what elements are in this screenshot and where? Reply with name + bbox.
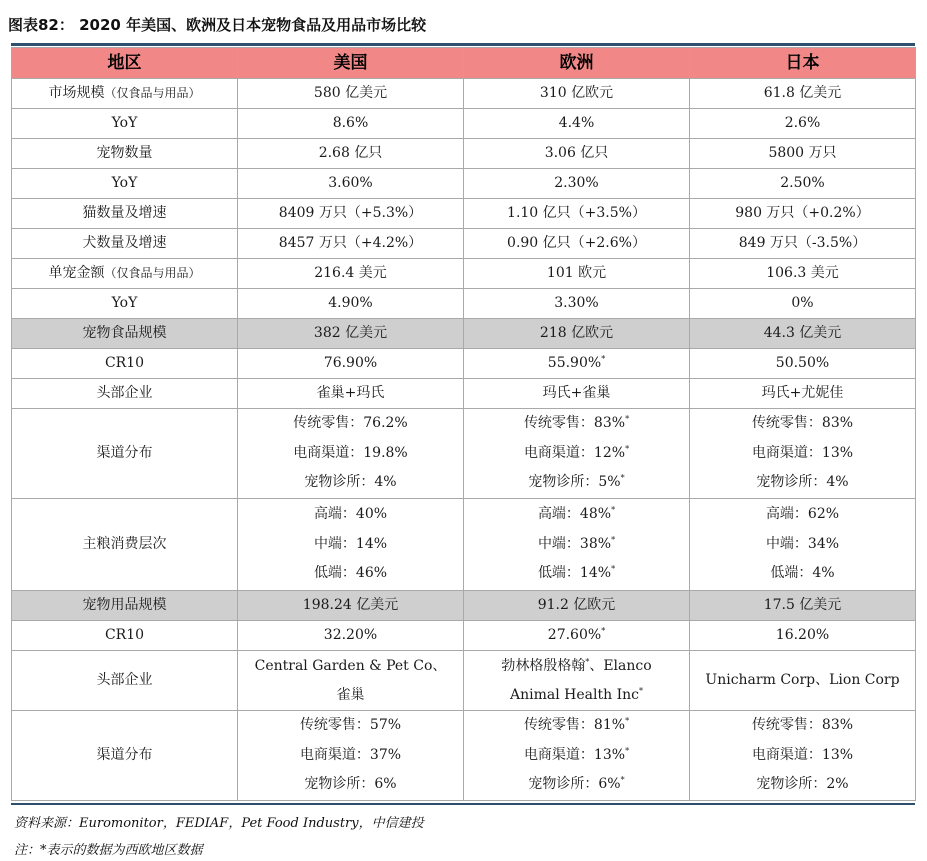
cell-jp: 传统零售：83% 电商渠道：13% 宠物诊所：2% xyxy=(690,711,916,801)
section-row-pet-food xyxy=(12,319,916,349)
cell-eu: 传统零售：83%* 电商渠道：12%* 宠物诊所：5%* xyxy=(464,409,690,499)
cell-us: 76.90% xyxy=(238,349,464,379)
table-row xyxy=(12,349,916,379)
row-label: 头部企业 xyxy=(12,651,238,711)
cell-us: Central Garden & Pet Co、 雀巢 xyxy=(238,651,464,711)
row-label: YoY xyxy=(12,109,238,139)
cell-eu: 310 亿欧元 xyxy=(464,79,690,109)
cell-us: 382 亿美元 xyxy=(238,319,464,349)
top-rule xyxy=(11,43,915,46)
cell-jp: 17.5 亿美元 xyxy=(690,591,916,621)
table-row xyxy=(12,139,916,169)
cell-jp: Unicharm Corp、Lion Corp xyxy=(690,651,916,711)
cell-jp: 2.6% xyxy=(690,109,916,139)
row-label: 渠道分布 xyxy=(12,711,238,801)
cell-us: 32.20% xyxy=(238,621,464,651)
cell-eu: 4.4% xyxy=(464,109,690,139)
cell-us: 8457 万只（+4.2%） xyxy=(238,229,464,259)
cell-us: 3.60% xyxy=(238,169,464,199)
row-label: CR10 xyxy=(12,349,238,379)
comparison-table xyxy=(11,47,916,801)
cell-us: 8409 万只（+5.3%） xyxy=(238,199,464,229)
cell-eu: 3.30% xyxy=(464,289,690,319)
table-row xyxy=(12,79,916,109)
cell-eu: 91.2 亿欧元 xyxy=(464,591,690,621)
cell-eu: 高端：48%* 中端：38%* 低端：14%* xyxy=(464,499,690,591)
cell-us: 8.6% xyxy=(238,109,464,139)
row-label: 猫数量及增速 xyxy=(12,199,238,229)
cell-us: 2.68 亿只 xyxy=(238,139,464,169)
cell-eu: 101 欧元 xyxy=(464,259,690,289)
cell-eu: 1.10 亿只（+3.5%） xyxy=(464,199,690,229)
cell-jp: 16.20% xyxy=(690,621,916,651)
cell-eu: 传统零售：81%* 电商渠道：13%* 宠物诊所：6%* xyxy=(464,711,690,801)
table-row xyxy=(12,409,916,499)
cell-eu: 2.30% xyxy=(464,169,690,199)
section-row-pet-supplies xyxy=(12,591,916,621)
row-label: YoY xyxy=(12,289,238,319)
row-label: 渠道分布 xyxy=(12,409,238,499)
cell-eu: 勃林格殷格翰*、Elanco Animal Health Inc* xyxy=(464,651,690,711)
cell-us: 216.4 美元 xyxy=(238,259,464,289)
cell-jp: 玛氏+尤妮佳 xyxy=(690,379,916,409)
cell-us: 雀巢+玛氏 xyxy=(238,379,464,409)
cell-us: 高端：40% 中端：14% 低端：46% xyxy=(238,499,464,591)
row-label: 单宠金额（仅食品与用品） xyxy=(12,259,238,289)
cell-us: 4.90% xyxy=(238,289,464,319)
cell-jp: 61.8 亿美元 xyxy=(690,79,916,109)
cell-us: 传统零售：76.2% 电商渠道：19.8% 宠物诊所：4% xyxy=(238,409,464,499)
row-label: 宠物用品规模 xyxy=(12,591,238,621)
bottom-rule xyxy=(11,803,915,805)
cell-jp: 高端：62% 中端：34% 低端：4% xyxy=(690,499,916,591)
cell-jp: 传统零售：83% 电商渠道：13% 宠物诊所：4% xyxy=(690,409,916,499)
cell-jp: 849 万只（-3.5%） xyxy=(690,229,916,259)
figure-title: 图表82： 2020 年美国、欧洲及日本宠物食品及用品市场比较 xyxy=(8,16,427,34)
cell-eu: 0.90 亿只（+2.6%） xyxy=(464,229,690,259)
row-label: 宠物食品规模 xyxy=(12,319,238,349)
header-row xyxy=(12,48,916,79)
cell-us: 传统零售：57% 电商渠道：37% 宠物诊所：6% xyxy=(238,711,464,801)
table-row xyxy=(12,169,916,199)
cell-eu: 218 亿欧元 xyxy=(464,319,690,349)
row-label: YoY xyxy=(12,169,238,199)
table-row xyxy=(12,289,916,319)
source-note: 资料来源：Euromonitor，FEDIAF，Pet Food Industry，中信建投 xyxy=(14,816,424,831)
cell-jp: 106.3 美元 xyxy=(690,259,916,289)
table-row xyxy=(12,259,916,289)
footnote: 注：*表示的数据为西欧地区数据 xyxy=(14,843,203,858)
row-label: 主粮消费层次 xyxy=(12,499,238,591)
table-row xyxy=(12,711,916,801)
header-us: 美国 xyxy=(238,48,464,79)
cell-jp: 0% xyxy=(690,289,916,319)
cell-eu: 玛氏+雀巢 xyxy=(464,379,690,409)
table-row xyxy=(12,621,916,651)
row-label: 市场规模（仅食品与用品） xyxy=(12,79,238,109)
row-label: 宠物数量 xyxy=(12,139,238,169)
table-row xyxy=(12,499,916,591)
header-jp: 日本 xyxy=(690,48,916,79)
cell-jp: 44.3 亿美元 xyxy=(690,319,916,349)
cell-eu: 27.60%* xyxy=(464,621,690,651)
cell-jp: 2.50% xyxy=(690,169,916,199)
cell-eu: 3.06 亿只 xyxy=(464,139,690,169)
table-row xyxy=(12,109,916,139)
cell-eu: 55.90%* xyxy=(464,349,690,379)
row-label: 头部企业 xyxy=(12,379,238,409)
cell-jp: 5800 万只 xyxy=(690,139,916,169)
cell-us: 198.24 亿美元 xyxy=(238,591,464,621)
header-eu: 欧洲 xyxy=(464,48,690,79)
header-region: 地区 xyxy=(12,48,238,79)
table-row xyxy=(12,651,916,711)
table-row xyxy=(12,199,916,229)
row-label: CR10 xyxy=(12,621,238,651)
row-label: 犬数量及增速 xyxy=(12,229,238,259)
cell-jp: 980 万只（+0.2%） xyxy=(690,199,916,229)
table-row xyxy=(12,229,916,259)
cell-jp: 50.50% xyxy=(690,349,916,379)
cell-us: 580 亿美元 xyxy=(238,79,464,109)
table-row xyxy=(12,379,916,409)
